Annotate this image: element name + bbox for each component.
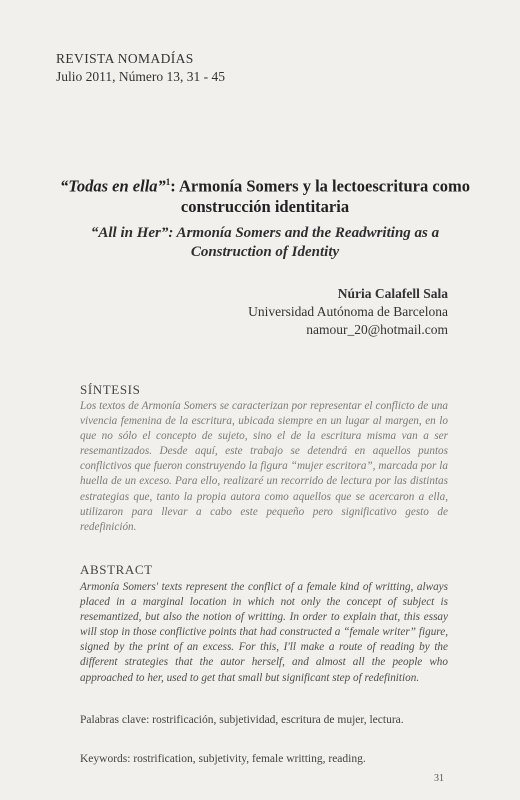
journal-header	[56, 50, 225, 86]
journal-name: REVISTA NOMADÍAS	[56, 51, 194, 66]
author-affiliation: Universidad Autónoma de Barcelona	[248, 304, 448, 319]
keywords-spanish: Palabras clave: rostrificación, subjetividad, escritura de mujer, lectura.	[80, 714, 404, 726]
sintesis-text: Los textos de Armonía Somers se caracterizan por representar el conflicto de una vivencia femenina de la escritura, ubicada siempre en un lugar al margen, en lo que no sólo el concepto de sujeto, sino el de la escritura misma van a ser resemantizados. Desde aquí, este trabajo se detendrá en aquellos puntos conflictivos que fueron construyendo la figura “mujer escritora”, marcada por la huella de un exceso. Para ello, realizaré un recorrido de lectura por las distintas estrategias que, tanto la propia autora como aquellos que se acercaron a ella, utilizaron para llevar a cabo este pequeño pero significativo gesto de redefinición.	[80, 400, 448, 533]
author-email: namour_20@hotmail.com	[306, 322, 448, 337]
article-title-english: “All in Her”: Armonía Somers and the Readwriting as a Construction of Identity	[90, 224, 440, 260]
author-block	[248, 285, 448, 339]
page-number: 31	[434, 773, 444, 784]
abstract-heading: ABSTRACT	[80, 562, 153, 577]
title-quote: “Todas en ella”	[60, 176, 166, 196]
journal-issue: Julio 2011, Número 13, 31 - 45	[56, 69, 225, 84]
article-title-spanish	[50, 172, 480, 217]
abstract-text: Armonía Somers' texts represent the conflict of a female kind of writting, always placed in a marginal location in which not only the concept of subject is resemantized, but also the notion of writting. In order to explain that, this essay will stop in those conflictive points that had constructed a “female writer” figure, signed by the print of an excess. For this, I'll make a route of reading by the different strategies that the autor herself, and almost all the people who approached to her, used to get that small but significant step of redefinition.	[80, 581, 448, 684]
keywords-english: Keywords: rostrification, subjetivity, female writting, reading.	[80, 753, 366, 765]
author-name: Núria Calafell Sala	[337, 286, 448, 301]
title-rest: : Armonía Somers y la lectoescritura como construcción identitaria	[170, 176, 470, 216]
sintesis-heading: SÍNTESIS	[80, 382, 141, 397]
footnote-marker: 1	[165, 177, 171, 187]
article-title-block	[50, 172, 480, 262]
